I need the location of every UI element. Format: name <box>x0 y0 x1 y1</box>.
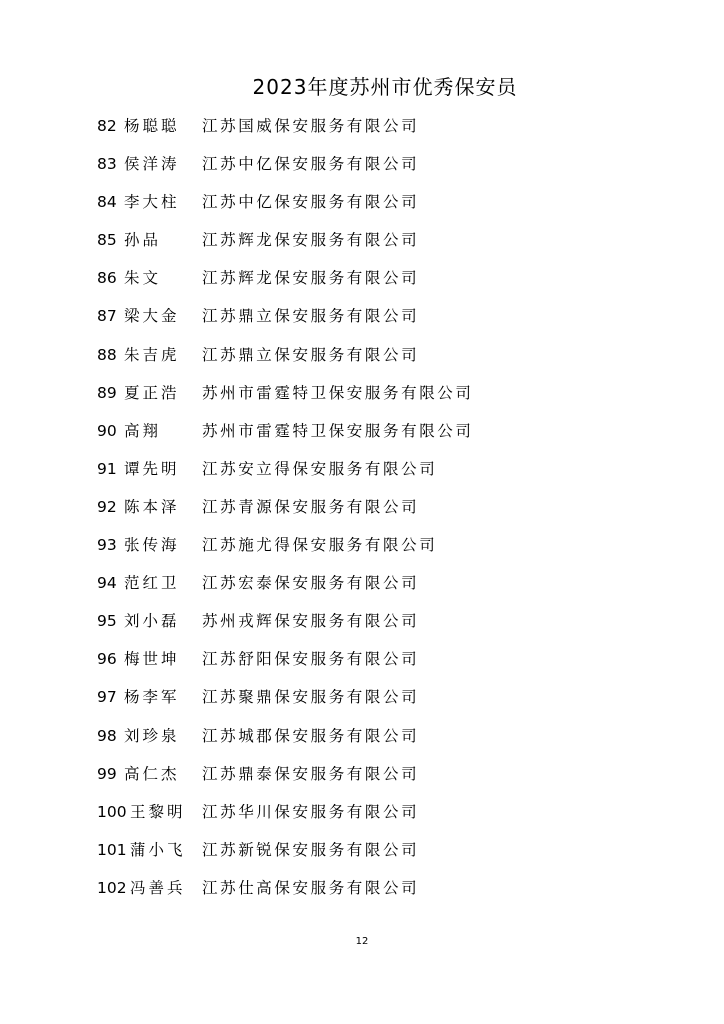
entry-company: 江苏城郡保安服务有限公司 <box>202 726 420 745</box>
entry-number: 86 <box>97 269 117 288</box>
list-item <box>97 303 657 341</box>
list-item <box>97 875 657 913</box>
entry-number: 96 <box>97 650 117 669</box>
list-item <box>97 265 657 303</box>
list-item <box>97 837 657 875</box>
entry-company: 江苏聚鼎保安服务有限公司 <box>202 688 420 707</box>
entry-name: 梁大金 <box>124 307 180 326</box>
entry-name: 刘小磊 <box>124 612 180 631</box>
entry-company: 江苏中亿保安服务有限公司 <box>202 193 420 212</box>
entry-number: 94 <box>97 574 117 593</box>
entry-company: 江苏宏泰保安服务有限公司 <box>202 574 420 593</box>
entry-number: 95 <box>97 612 117 631</box>
entry-company: 江苏安立得保安服务有限公司 <box>202 459 438 478</box>
entry-number: 89 <box>97 383 117 402</box>
entry-number: 99 <box>97 764 117 783</box>
entry-name: 朱吉虎 <box>124 345 180 364</box>
entry-number: 82 <box>97 117 117 135</box>
entry-number: 92 <box>97 497 117 516</box>
entry-number: 93 <box>97 536 117 555</box>
entry-company: 江苏鼎立保安服务有限公司 <box>202 307 420 326</box>
entry-number: 101 <box>97 840 127 859</box>
entry-number: 91 <box>97 459 117 478</box>
list-item <box>97 570 657 608</box>
list-item <box>97 723 657 761</box>
list-item <box>97 342 657 380</box>
entry-number: 100 <box>97 802 127 821</box>
entry-number: 97 <box>97 688 117 707</box>
entry-name: 孙品 <box>124 231 162 250</box>
list-item <box>97 113 657 151</box>
entry-number: 83 <box>97 155 117 174</box>
entry-company: 江苏仕高保安服务有限公司 <box>202 878 420 897</box>
entry-number: 102 <box>97 878 127 897</box>
entry-name: 高仁杰 <box>124 764 180 783</box>
entry-name: 冯善兵 <box>130 878 186 897</box>
list-item <box>97 227 657 265</box>
page-number: 12 <box>355 936 369 947</box>
entry-name: 杨聪聪 <box>124 117 180 135</box>
entry-company: 江苏辉龙保安服务有限公司 <box>202 269 420 288</box>
entry-name: 王黎明 <box>130 802 186 821</box>
entry-name: 刘珍泉 <box>124 726 180 745</box>
list-item <box>97 646 657 684</box>
entry-name: 夏正浩 <box>124 383 180 402</box>
entry-company: 江苏华川保安服务有限公司 <box>202 802 420 821</box>
entry-company: 江苏新锐保安服务有限公司 <box>202 840 420 859</box>
entry-name: 梅世坤 <box>124 650 180 669</box>
list-item <box>97 684 657 722</box>
list-item <box>97 761 657 799</box>
list-item <box>97 151 657 189</box>
entry-name: 蒲小飞 <box>130 840 186 859</box>
entry-company: 江苏青源保安服务有限公司 <box>202 497 420 516</box>
honoree-list <box>97 113 657 913</box>
entry-company: 江苏施尤得保安服务有限公司 <box>202 536 438 555</box>
entry-name: 李大柱 <box>124 193 180 212</box>
entry-company: 苏州戎辉保安服务有限公司 <box>202 612 420 631</box>
entry-name: 张传海 <box>124 536 180 555</box>
entry-company: 江苏舒阳保安服务有限公司 <box>202 650 420 669</box>
entry-name: 陈本泽 <box>124 497 180 516</box>
list-item <box>97 494 657 532</box>
list-item <box>97 380 657 418</box>
entry-company: 江苏鼎泰保安服务有限公司 <box>202 764 420 783</box>
entry-name: 范红卫 <box>124 574 180 593</box>
entry-number: 98 <box>97 726 117 745</box>
list-item <box>97 799 657 837</box>
entry-company: 江苏国威保安服务有限公司 <box>202 117 420 135</box>
entry-company: 苏州市雷霆特卫保安服务有限公司 <box>202 421 474 440</box>
list-item <box>97 532 657 570</box>
entry-number: 85 <box>97 231 117 250</box>
document-title: 2023年度苏州市优秀保安员 <box>252 75 518 99</box>
list-item <box>97 189 657 227</box>
entry-number: 87 <box>97 307 117 326</box>
entry-name: 朱文 <box>124 269 162 288</box>
entry-company: 江苏中亿保安服务有限公司 <box>202 155 420 174</box>
entry-number: 90 <box>97 421 117 440</box>
list-item <box>97 418 657 456</box>
entry-company: 江苏辉龙保安服务有限公司 <box>202 231 420 250</box>
entry-company: 江苏鼎立保安服务有限公司 <box>202 345 420 364</box>
entry-company: 苏州市雷霆特卫保安服务有限公司 <box>202 383 474 402</box>
list-item <box>97 456 657 494</box>
list-item <box>97 608 657 646</box>
entry-name: 谭先明 <box>124 459 180 478</box>
entry-name: 高翔 <box>124 421 162 440</box>
entry-name: 杨李军 <box>124 688 180 707</box>
entry-number: 84 <box>97 193 117 212</box>
entry-number: 88 <box>97 345 117 364</box>
entry-name: 侯洋涛 <box>124 155 180 174</box>
